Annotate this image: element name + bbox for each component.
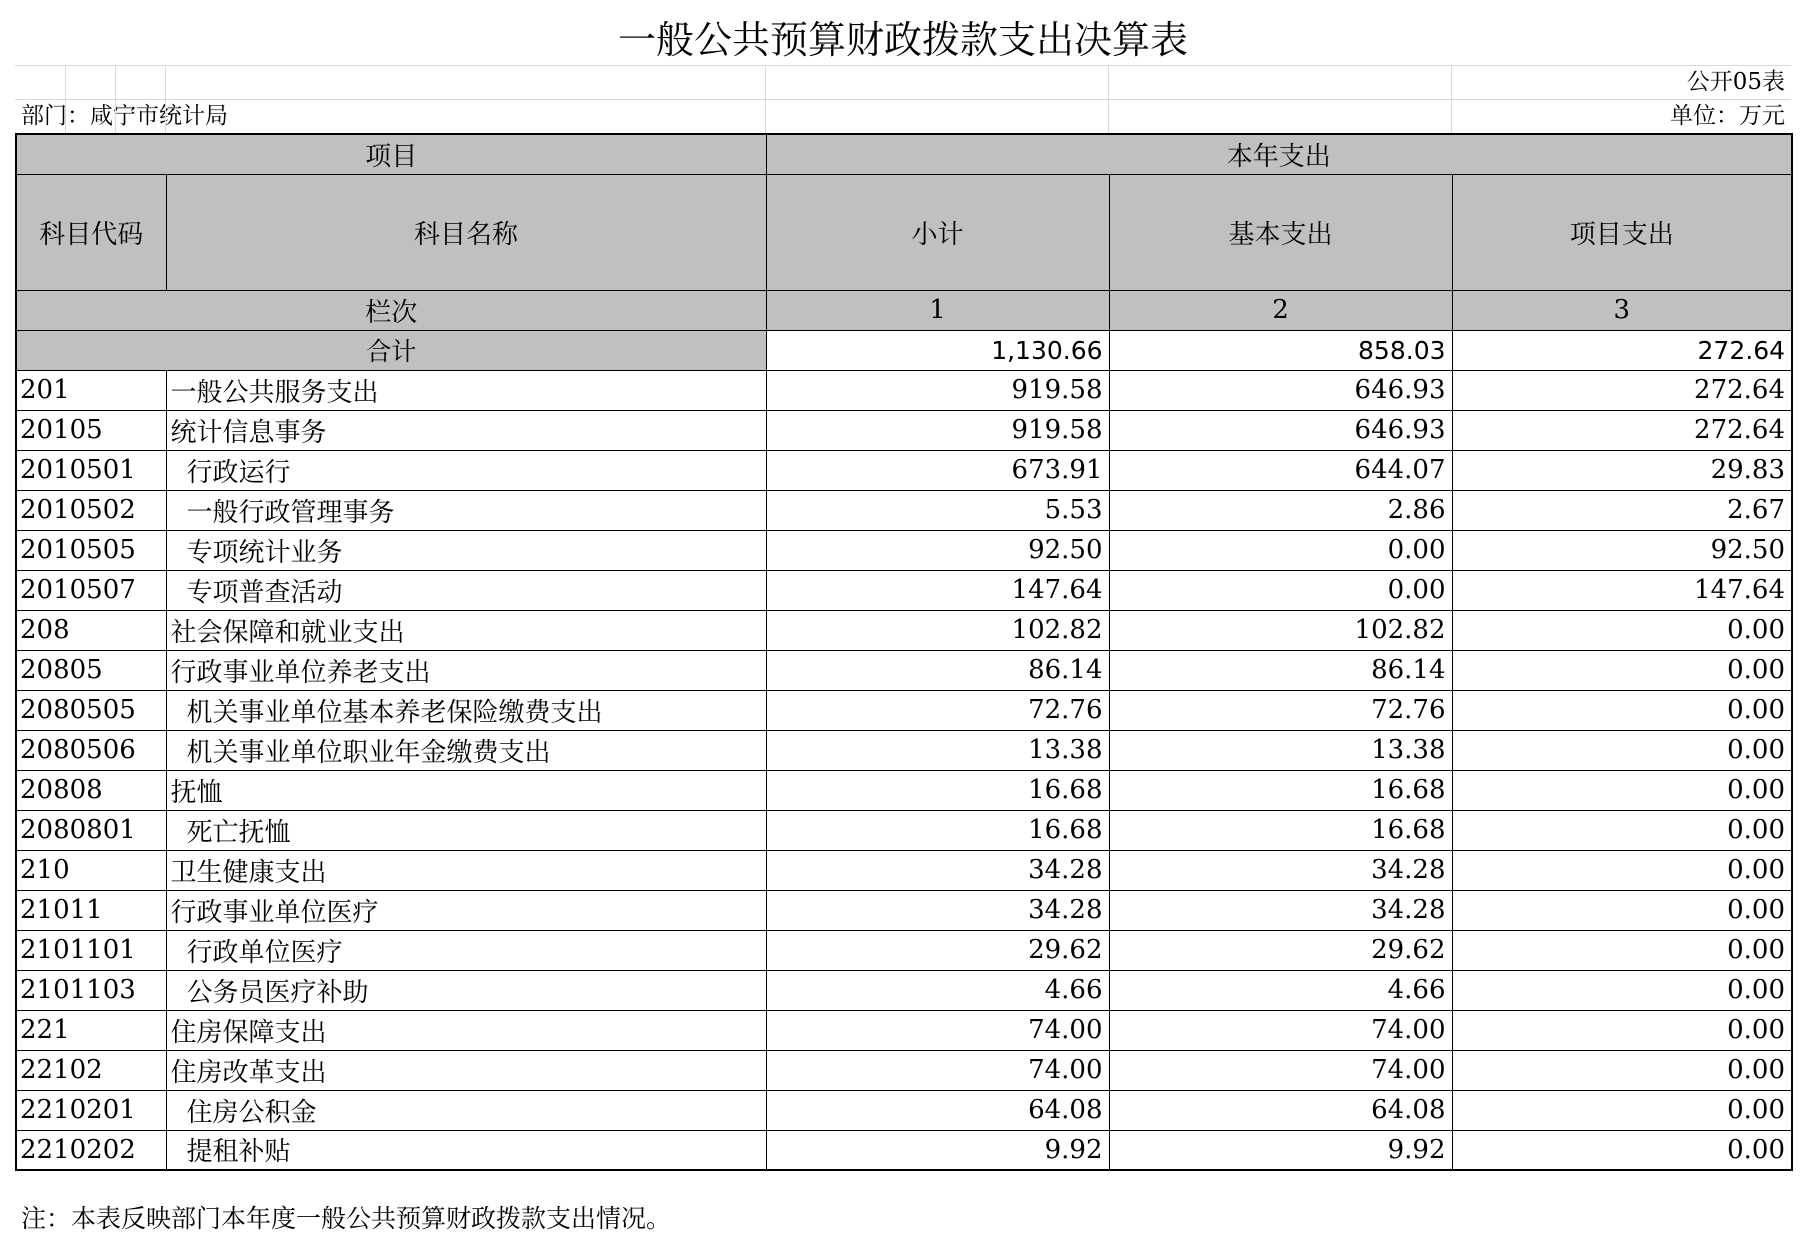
table-row — [16, 850, 1792, 890]
table-row — [16, 1010, 1792, 1050]
cell-project: 0.00 — [1452, 1050, 1792, 1090]
cell-basic: 16.68 — [1109, 810, 1452, 850]
cell-subtotal: 86.14 — [766, 650, 1109, 690]
grid-divider — [65, 65, 66, 133]
table-row — [16, 730, 1792, 770]
cell-code: 2210202 — [16, 1130, 166, 1170]
header-row-2 — [16, 174, 1792, 290]
cell-project: 0.00 — [1452, 810, 1792, 850]
header-name: 科目名称 — [166, 174, 766, 290]
cell-basic: 86.14 — [1109, 650, 1452, 690]
cell-code: 2080505 — [16, 690, 166, 730]
grid-divider — [1108, 65, 1109, 133]
cell-code: 20805 — [16, 650, 166, 690]
table-row — [16, 890, 1792, 930]
cell-subtotal: 5.53 — [766, 490, 1109, 530]
cell-project: 0.00 — [1452, 1090, 1792, 1130]
header-subtotal: 小计 — [766, 174, 1109, 290]
department-unit-row — [15, 99, 1791, 134]
table-row — [16, 810, 1792, 850]
form-number: 公开05表 — [1686, 69, 1785, 95]
cell-name: 机关事业单位基本养老保险缴费支出 — [166, 690, 766, 730]
cell-basic: 72.76 — [1109, 690, 1452, 730]
cell-code: 21011 — [16, 890, 166, 930]
total-row — [16, 330, 1792, 370]
cell-basic: 4.66 — [1109, 970, 1452, 1010]
header-col-2: 2 — [1109, 290, 1452, 330]
cell-subtotal: 74.00 — [766, 1050, 1109, 1090]
cell-project: 0.00 — [1452, 690, 1792, 730]
cell-code: 2010501 — [16, 450, 166, 490]
cell-code: 201 — [16, 370, 166, 410]
header-current-year-expense: 本年支出 — [766, 134, 1792, 174]
cell-name: 专项普查活动 — [166, 570, 766, 610]
total-label: 合计 — [16, 330, 766, 370]
table-row — [16, 970, 1792, 1010]
cell-subtotal: 16.68 — [766, 770, 1109, 810]
cell-name: 行政单位医疗 — [166, 930, 766, 970]
cell-code: 2010502 — [16, 490, 166, 530]
cell-code: 20105 — [16, 410, 166, 450]
cell-name: 一般行政管理事务 — [166, 490, 766, 530]
cell-subtotal: 16.68 — [766, 810, 1109, 850]
cell-code: 2010505 — [16, 530, 166, 570]
table-note: 注：本表反映部门本年度一般公共预算财政拨款支出情况。 — [21, 1204, 672, 1233]
cell-project: 0.00 — [1452, 930, 1792, 970]
header-project: 项目 — [16, 134, 766, 174]
cell-code: 2080506 — [16, 730, 166, 770]
total-basic: 858.03 — [1109, 330, 1452, 370]
grid-divider — [115, 65, 116, 133]
cell-subtotal: 147.64 — [766, 570, 1109, 610]
cell-basic: 2.86 — [1109, 490, 1452, 530]
cell-name: 住房改革支出 — [166, 1050, 766, 1090]
cell-project: 0.00 — [1452, 970, 1792, 1010]
cell-subtotal: 72.76 — [766, 690, 1109, 730]
cell-basic: 64.08 — [1109, 1090, 1452, 1130]
cell-name: 机关事业单位职业年金缴费支出 — [166, 730, 766, 770]
cell-subtotal: 4.66 — [766, 970, 1109, 1010]
header-basic: 基本支出 — [1109, 174, 1452, 290]
cell-subtotal: 64.08 — [766, 1090, 1109, 1130]
cell-name: 卫生健康支出 — [166, 850, 766, 890]
cell-project: 0.00 — [1452, 730, 1792, 770]
cell-subtotal: 34.28 — [766, 850, 1109, 890]
table-row — [16, 1130, 1792, 1170]
unit-label: 单位：万元 — [1670, 103, 1785, 129]
header-column-index: 栏次 — [16, 290, 766, 330]
cell-code: 20808 — [16, 770, 166, 810]
page-title: 一般公共预算财政拨款支出决算表 — [15, 15, 1791, 66]
cell-name: 行政事业单位医疗 — [166, 890, 766, 930]
cell-project: 92.50 — [1452, 530, 1792, 570]
grid-divider — [165, 65, 166, 133]
grid-divider — [765, 65, 766, 133]
cell-project: 2.67 — [1452, 490, 1792, 530]
department-label: 部门：咸宁市统计局 — [21, 103, 228, 129]
cell-subtotal: 9.92 — [766, 1130, 1109, 1170]
table-row — [16, 370, 1792, 410]
cell-code: 2080801 — [16, 810, 166, 850]
cell-project: 0.00 — [1452, 850, 1792, 890]
cell-basic: 13.38 — [1109, 730, 1452, 770]
cell-name: 统计信息事务 — [166, 410, 766, 450]
table-row — [16, 610, 1792, 650]
cell-project: 0.00 — [1452, 650, 1792, 690]
cell-project: 147.64 — [1452, 570, 1792, 610]
header-col-3: 3 — [1452, 290, 1792, 330]
table-row — [16, 490, 1792, 530]
cell-code: 2210201 — [16, 1090, 166, 1130]
cell-subtotal: 92.50 — [766, 530, 1109, 570]
cell-project: 0.00 — [1452, 890, 1792, 930]
cell-project: 29.83 — [1452, 450, 1792, 490]
table-row — [16, 650, 1792, 690]
cell-name: 行政事业单位养老支出 — [166, 650, 766, 690]
cell-name: 社会保障和就业支出 — [166, 610, 766, 650]
cell-basic: 102.82 — [1109, 610, 1452, 650]
cell-subtotal: 74.00 — [766, 1010, 1109, 1050]
cell-basic: 646.93 — [1109, 370, 1452, 410]
cell-code: 221 — [16, 1010, 166, 1050]
table-row — [16, 690, 1792, 730]
total-subtotal: 1,130.66 — [766, 330, 1109, 370]
table-row — [16, 410, 1792, 450]
cell-code: 210 — [16, 850, 166, 890]
cell-code: 208 — [16, 610, 166, 650]
table-row — [16, 770, 1792, 810]
cell-basic: 29.62 — [1109, 930, 1452, 970]
header-code: 科目代码 — [16, 174, 166, 290]
cell-subtotal: 102.82 — [766, 610, 1109, 650]
header-row-1 — [16, 134, 1792, 174]
header-col-1: 1 — [766, 290, 1109, 330]
cell-code: 22102 — [16, 1050, 166, 1090]
cell-name: 公务员医疗补助 — [166, 970, 766, 1010]
cell-basic: 74.00 — [1109, 1010, 1452, 1050]
form-number-row — [15, 65, 1791, 100]
header-row-column-index — [16, 290, 1792, 330]
cell-basic: 9.92 — [1109, 1130, 1452, 1170]
cell-project: 272.64 — [1452, 410, 1792, 450]
table-row — [16, 1050, 1792, 1090]
table-row — [16, 570, 1792, 610]
cell-basic: 34.28 — [1109, 850, 1452, 890]
cell-basic: 16.68 — [1109, 770, 1452, 810]
cell-name: 死亡抚恤 — [166, 810, 766, 850]
table-row — [16, 930, 1792, 970]
cell-basic: 74.00 — [1109, 1050, 1452, 1090]
cell-project: 0.00 — [1452, 610, 1792, 650]
cell-name: 抚恤 — [166, 770, 766, 810]
cell-subtotal: 29.62 — [766, 930, 1109, 970]
table-row — [16, 530, 1792, 570]
cell-subtotal: 34.28 — [766, 890, 1109, 930]
cell-code: 2010507 — [16, 570, 166, 610]
cell-project: 0.00 — [1452, 1010, 1792, 1050]
cell-basic: 0.00 — [1109, 530, 1452, 570]
cell-name: 住房保障支出 — [166, 1010, 766, 1050]
cell-subtotal: 13.38 — [766, 730, 1109, 770]
table-row — [16, 450, 1792, 490]
header-project-expense: 项目支出 — [1452, 174, 1792, 290]
cell-project: 272.64 — [1452, 370, 1792, 410]
cell-name: 专项统计业务 — [166, 530, 766, 570]
cell-subtotal: 919.58 — [766, 370, 1109, 410]
cell-project: 0.00 — [1452, 770, 1792, 810]
cell-code: 2101103 — [16, 970, 166, 1010]
cell-basic: 0.00 — [1109, 570, 1452, 610]
grid-divider — [1451, 65, 1452, 133]
cell-subtotal: 919.58 — [766, 410, 1109, 450]
cell-basic: 646.93 — [1109, 410, 1452, 450]
cell-basic: 644.07 — [1109, 450, 1452, 490]
cell-subtotal: 673.91 — [766, 450, 1109, 490]
total-project: 272.64 — [1452, 330, 1792, 370]
cell-name: 住房公积金 — [166, 1090, 766, 1130]
cell-name: 提租补贴 — [166, 1130, 766, 1170]
table-row — [16, 1090, 1792, 1130]
expenditure-table — [15, 133, 1793, 1171]
cell-code: 2101101 — [16, 930, 166, 970]
cell-project: 0.00 — [1452, 1130, 1792, 1170]
cell-name: 一般公共服务支出 — [166, 370, 766, 410]
cell-basic: 34.28 — [1109, 890, 1452, 930]
cell-name: 行政运行 — [166, 450, 766, 490]
